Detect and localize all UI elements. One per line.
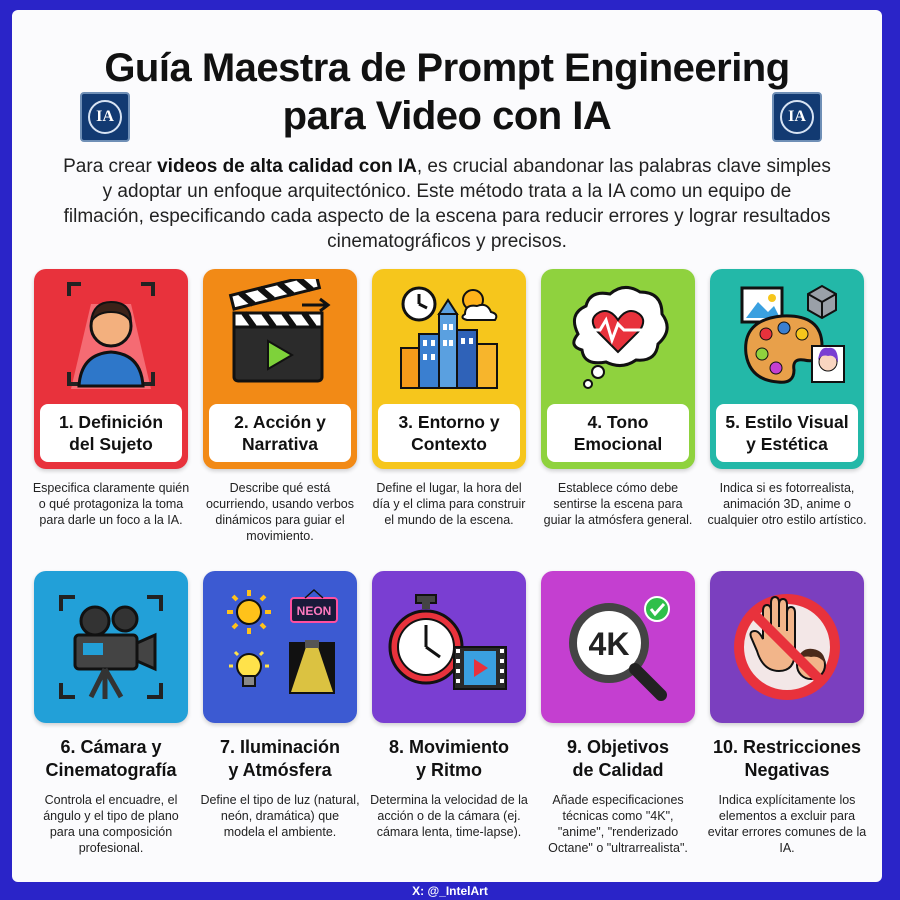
card-description: Describe qué está ocurriendo, usando verbos dinámicos para guiar el movimiento.: [205, 481, 354, 543]
card-description: Especifica claramente quién o qué protagoniza la toma para darle un foco a la IA.: [32, 481, 190, 527]
card-title: 1. Definición del Sujeto: [40, 404, 182, 462]
card-action: [203, 269, 357, 469]
card-title: 8. Movimiento y Ritmo: [388, 737, 509, 780]
city-icon: [389, 274, 509, 394]
card-description: Define el lugar, la hora del día y el clima para construir el mundo de la escena.: [372, 481, 526, 527]
logo-text: IA: [780, 100, 814, 134]
title-line-2: para Video con IA: [282, 94, 612, 138]
card-description: Indica explícitamente los elementos a excluir para evitar errores comunes de la IA.: [707, 793, 867, 855]
card-title: 5. Estilo Visual y Estética: [716, 404, 858, 462]
ia-logo-right: [772, 92, 822, 142]
quality-badge-text: 4K: [588, 626, 630, 662]
footer-credit: X: @_IntelArt: [412, 884, 488, 898]
card-title: 3. Entorno y Contexto: [378, 404, 520, 462]
card-title: 4. Tono Emocional: [547, 404, 689, 462]
stopwatch-icon: [384, 587, 514, 707]
logo-text: IA: [88, 100, 122, 134]
card-environment: [372, 269, 526, 469]
card-title: 9. Objetivos de Calidad: [566, 737, 670, 780]
card-subject: [34, 269, 188, 469]
infographic-frame: [12, 10, 882, 882]
intro-paragraph: [60, 154, 834, 254]
prohibited-icon: [727, 587, 847, 707]
heart-thought-icon: [558, 274, 678, 394]
card-description: Indica si es fotorrealista, animación 3D, anime o cualquier otro estilo artístico.: [707, 481, 867, 527]
palette-icon: [722, 274, 852, 394]
card-title: 10. Restricciones Negativas: [712, 737, 862, 780]
camera-icon: [51, 587, 171, 707]
card-description: Determina la velocidad de la acción o de la cámara (ej. cámara lenta, time-lapse).: [370, 793, 528, 839]
ia-logo-left: [80, 92, 130, 142]
card-lighting: [203, 571, 357, 723]
card-quality: [541, 571, 695, 723]
card-style: [710, 269, 864, 469]
card-title: 2. Acción y Narrativa: [209, 404, 351, 462]
neon-sign-text: NEON: [296, 604, 332, 618]
card-restrictions: [710, 571, 864, 723]
intro-text-start: Para crear: [63, 156, 158, 177]
card-movement: [372, 571, 526, 723]
card-title: 6. Cámara y Cinematografía: [45, 737, 177, 780]
intro-text-end: , es crucial abandonar las palabras clave simples y adoptar un enfoque arquitectónico. Este método trata a la IA como un equipo de filmación, especificando cada aspecto de la escena para reducir errores y lograr resultados cinematográficos y precisos.: [63, 156, 831, 252]
title-line-1: Guía Maestra de Prompt Engineering: [104, 46, 790, 90]
magnifier-4k-icon: [553, 587, 683, 707]
person-icon: [51, 274, 171, 394]
card-description: Añade especificaciones técnicas como "4K", "anime", "renderizado Octane" o "ultrarrealista".: [548, 793, 688, 855]
card-title: 7. Iluminación y Atmósfera: [219, 737, 341, 780]
clapperboard-icon: [220, 279, 340, 389]
card-description: Define el tipo de luz (natural, neón, dramática) que modela el ambiente.: [200, 793, 360, 839]
lighting-icon: [215, 582, 345, 712]
card-emotion: [541, 269, 695, 469]
card-camera: [34, 571, 188, 723]
intro-text-bold: videos de alta calidad con IA: [157, 156, 417, 177]
card-description: Establece cómo debe sentirse la escena para guiar la atmósfera general.: [543, 481, 693, 527]
card-description: Controla el encuadre, el ángulo y el tipo de plano para una composición profesional.: [43, 793, 179, 855]
page-title: [12, 44, 882, 140]
